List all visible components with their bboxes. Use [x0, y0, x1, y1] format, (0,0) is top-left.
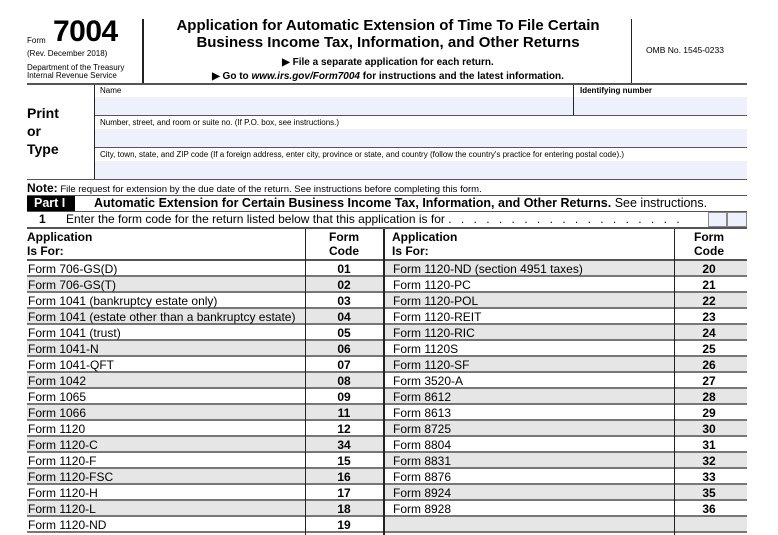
form-code: 22 — [702, 294, 716, 308]
form-code: 26 — [702, 358, 716, 372]
application-name: Form 1120-ND — [28, 518, 107, 532]
title-line: Application for Automatic Extension of Time To File Certain — [176, 17, 600, 34]
table-row — [385, 421, 747, 437]
id-number-input[interactable] — [574, 97, 747, 115]
application-name: Form 1042 — [28, 374, 87, 388]
form-code: 16 — [337, 470, 351, 484]
table-row — [27, 405, 383, 421]
form-code: 19 — [337, 518, 351, 532]
form-code: 08 — [337, 374, 351, 388]
application-name: Form 8928 — [393, 502, 452, 516]
divider — [27, 227, 747, 229]
divider — [674, 229, 675, 535]
application-name: Form 1120-SF — [393, 358, 470, 372]
divider — [305, 229, 306, 535]
application-name: Form 1066 — [28, 406, 87, 420]
line1-label: Enter the form code for the return listed below that this application is for — [66, 212, 445, 226]
instruction-line: ▶ File a separate application for each return. — [282, 57, 494, 68]
application-name: Form 8804 — [393, 438, 452, 452]
print-or-type-label — [27, 104, 59, 158]
form-code: 23 — [702, 310, 716, 324]
form-code-digit-1[interactable] — [708, 212, 727, 227]
application-name: Form 8613 — [393, 406, 452, 420]
application-name: Form 1041-N — [28, 342, 99, 356]
form-code: 34 — [337, 438, 351, 452]
form-code: 24 — [702, 326, 716, 340]
form-title — [144, 17, 632, 51]
omb-number: OMB No. 1545-0233 — [646, 45, 724, 55]
application-name: Form 1120-FSC — [28, 470, 114, 484]
label-line: Print — [27, 105, 59, 121]
header-line: Form — [329, 230, 359, 244]
application-name: Form 1041-QFT — [28, 358, 115, 372]
table-row — [27, 421, 383, 437]
application-name: Form 1120-ND (section 4951 taxes) — [393, 262, 583, 276]
application-name: Form 1041 (estate other than a bankruptcy estate) — [28, 310, 296, 324]
id-number-label: Identifying number — [580, 86, 652, 95]
application-name: Form 1120-POL — [393, 294, 479, 308]
form-code: 05 — [337, 326, 351, 340]
table-row — [27, 309, 383, 325]
form-code: 02 — [337, 278, 351, 292]
divider — [27, 83, 747, 85]
form-code: 30 — [702, 422, 716, 436]
instructions — [144, 56, 632, 84]
form-code: 07 — [337, 358, 351, 372]
header-line: Code — [329, 244, 359, 258]
form-code: 06 — [337, 342, 351, 356]
table-row — [385, 373, 747, 389]
application-name: Form 1041 (bankruptcy estate only) — [28, 294, 218, 308]
table-row — [385, 325, 747, 341]
street-input[interactable] — [95, 129, 747, 147]
title-line: Business Income Tax, Information, and Other Returns — [196, 34, 580, 51]
form-code: 01 — [337, 262, 351, 276]
instruction-text: for instructions and the latest information. — [360, 71, 564, 82]
label-line: Type — [27, 141, 59, 157]
instruction-text: ▶ Go to — [212, 71, 252, 82]
form-code: 15 — [337, 454, 351, 468]
form-code: 33 — [702, 470, 716, 484]
revision: (Rev. December 2018) — [27, 49, 108, 58]
name-input[interactable] — [95, 97, 573, 115]
irs-link[interactable]: www.irs.gov/Form7004 — [251, 71, 360, 82]
application-name: Form 8876 — [393, 470, 452, 484]
table-row — [385, 293, 747, 309]
divider — [95, 147, 747, 148]
application-name: Form 8725 — [393, 422, 452, 436]
application-name: Form 1041 (trust) — [28, 326, 121, 340]
note — [27, 181, 482, 195]
form-code: 31 — [702, 438, 716, 452]
application-name: Form 1120-REIT — [393, 310, 482, 324]
table-row — [27, 453, 383, 469]
table-row — [27, 341, 383, 357]
application-name: Form 1120-L — [28, 502, 96, 516]
form-code: 04 — [337, 310, 351, 324]
city-input[interactable] — [95, 161, 747, 179]
dept-line: Department of the Treasury — [27, 63, 125, 72]
note-text: File request for extension by the due date of the return. See instructions before completing this form. — [60, 184, 482, 195]
leader-dots: . . . . . . . . . . . . . . . . . . . — [448, 212, 683, 226]
form-code-digit-2[interactable] — [727, 212, 747, 227]
table-row — [27, 325, 383, 341]
form-number: 7004 — [53, 15, 118, 48]
application-name: Form 3520-A — [393, 374, 464, 388]
part-title-text: Automatic Extension for Certain Business Income Tax, Information, and Other Returns. — [94, 196, 612, 210]
divider — [383, 229, 385, 535]
table-row — [27, 293, 383, 309]
table-row — [385, 501, 747, 517]
table-row — [385, 485, 747, 501]
table-row — [27, 437, 383, 453]
name-label: Name — [100, 86, 122, 95]
instruction-line — [144, 70, 632, 84]
table-row — [385, 389, 747, 405]
col-header-code — [670, 230, 748, 258]
form-code: 11 — [337, 406, 351, 420]
application-name: Form 1120-F — [28, 454, 97, 468]
form-code: 25 — [702, 342, 716, 356]
table-row — [385, 277, 747, 293]
line-number: 1 — [39, 212, 46, 226]
form-code: 35 — [702, 486, 716, 500]
application-name: Form 1120-RIC — [393, 326, 475, 340]
dept-line: Internal Revenue Service — [27, 71, 117, 80]
header-line: Is For: — [392, 244, 429, 258]
form-code: 29 — [702, 406, 716, 420]
table-row — [27, 277, 383, 293]
part-title — [94, 196, 707, 211]
table-row — [385, 261, 747, 277]
application-name: Form 1120S — [393, 342, 459, 356]
form-code: 09 — [337, 390, 351, 404]
application-name: Form 1065 — [28, 390, 87, 404]
header-line: Application — [27, 230, 93, 244]
form-code: 21 — [702, 278, 716, 292]
application-name: Form 1120 — [28, 422, 86, 436]
form-code: 18 — [337, 502, 351, 516]
table-row — [27, 373, 383, 389]
table-row — [385, 309, 747, 325]
table-row — [27, 517, 383, 533]
form-code: 17 — [337, 486, 351, 500]
form-code: 12 — [337, 422, 351, 436]
col-header-code — [305, 230, 383, 258]
col-header-application — [392, 230, 457, 258]
application-name: Form 1120-PC — [393, 278, 471, 292]
table-row — [27, 501, 383, 517]
line1-text — [66, 212, 683, 226]
table-row — [27, 261, 383, 277]
department — [27, 64, 124, 80]
col-header-application — [27, 230, 92, 258]
form-code: 32 — [702, 454, 716, 468]
table-row — [385, 517, 747, 533]
header-line: Code — [694, 244, 724, 258]
application-name: Form 8924 — [393, 486, 452, 500]
application-name: Form 8612 — [393, 390, 452, 404]
table-row — [385, 357, 747, 373]
table-row — [385, 453, 747, 469]
table-row — [27, 357, 383, 373]
form-label: Form — [27, 36, 46, 45]
part-title-suffix: See instructions. — [614, 196, 708, 210]
application-name: Form 1120-C — [28, 438, 98, 452]
divider — [95, 115, 747, 116]
header-line: Application — [392, 230, 458, 244]
divider — [631, 19, 632, 83]
header-line: Form — [694, 230, 724, 244]
divider — [27, 179, 747, 180]
table-row — [27, 469, 383, 485]
note-label: Note: — [27, 181, 58, 195]
table-row — [27, 389, 383, 405]
city-label: City, town, state, and ZIP code (If a foreign address, enter city, province or state, and country (follow the country's practice for entering postal code).) — [100, 150, 625, 159]
street-label: Number, street, and room or suite no. (If P.O. box, see instructions.) — [100, 118, 340, 127]
table-row — [27, 485, 383, 501]
table-row — [385, 341, 747, 357]
part-badge: Part I — [27, 196, 75, 211]
table-row — [385, 405, 747, 421]
table-row — [385, 437, 747, 453]
form-code: 03 — [337, 294, 351, 308]
header-line: Is For: — [27, 244, 64, 258]
application-name: Form 706-GS(D) — [28, 262, 118, 276]
form-code: 28 — [702, 390, 716, 404]
label-line: or — [27, 123, 41, 139]
form-code: 36 — [702, 502, 716, 516]
application-name: Form 8831 — [393, 454, 452, 468]
table-row — [385, 469, 747, 485]
form-code: 27 — [702, 374, 716, 388]
application-name: Form 1120-H — [28, 486, 98, 500]
application-name: Form 706-GS(T) — [28, 278, 117, 292]
form-code: 20 — [702, 262, 716, 276]
